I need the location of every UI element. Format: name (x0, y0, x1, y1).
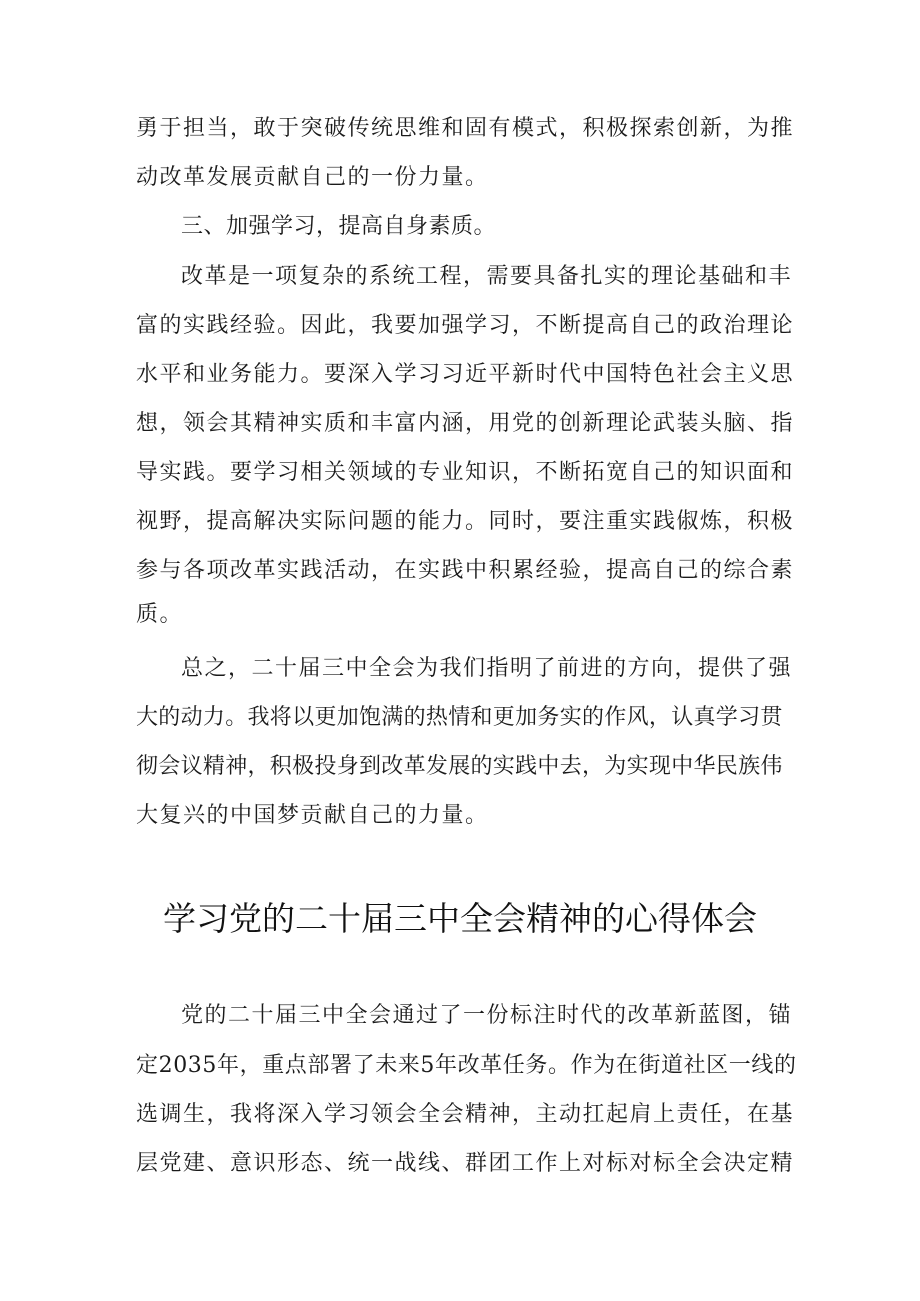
paragraph-line: 层党建、意识形态、统一战线、群团工作上对标对标全会决定精 (136, 1151, 795, 1176)
paragraph-line: 想，领会其精神实质和丰富内涵，用党的创新理论武装头脑、指 (136, 411, 795, 436)
paragraph-line: 富的实践经验。因此，我要加强学习，不断提高自己的政治理论 (136, 313, 795, 338)
paragraph-line: 导实践。要学习相关领域的专业知识，不断拓宽自己的知识面和 (136, 460, 795, 485)
paragraph-line: 勇于担当，敢于突破传统思维和固有模式，积极探索创新，为推 (136, 116, 795, 141)
paragraph-line: 改革是一项复杂的系统工程，需要具备扎实的理论基础和丰 (181, 264, 793, 289)
paragraph-line: 视野，提高解决实际问题的能力。同时，要注重实践俶炼，积极 (136, 509, 795, 534)
paragraph-line: 彻会议精神，积极投身到改革发展的实践中去，为实现中华民族伟 (136, 754, 783, 779)
paragraph-line: 定2035年，重点部署了未来5年改革任务。作为在街道社区一线的 (136, 1053, 797, 1078)
paragraph-line: 动改革发展贡献自己的一份力量。 (136, 165, 489, 190)
article-title: 学习党的二十届三中全会精神的心得体会 (163, 899, 757, 938)
paragraph-line: 大的动力。我将以更加饱满的热情和更加务实的作风，认真学习贯 (136, 705, 783, 730)
paragraph-line: 党的二十届三中全会通过了一份标注时代的改革新蓝图，锚 (181, 1003, 793, 1028)
paragraph-line: 质。 (136, 602, 184, 627)
paragraph-line: 水平和业务能力。要深入学习习近平新时代中国特色社会主义思 (136, 362, 795, 387)
paragraph-line: 大复兴的中国梦贡献自己的力量。 (136, 803, 489, 828)
section-heading: 三、加强学习，提高自身素质。 (181, 214, 497, 239)
paragraph-line: 总之，二十届三中全会为我们指明了前进的方向，提供了强 (181, 656, 793, 681)
paragraph-line: 选调生，我将深入学习领会全会精神，主动扛起肩上责任，在基 (136, 1102, 795, 1127)
paragraph-line: 参与各项改革实践活动，在实践中积累经验，提高自己的综合素 (136, 558, 795, 583)
